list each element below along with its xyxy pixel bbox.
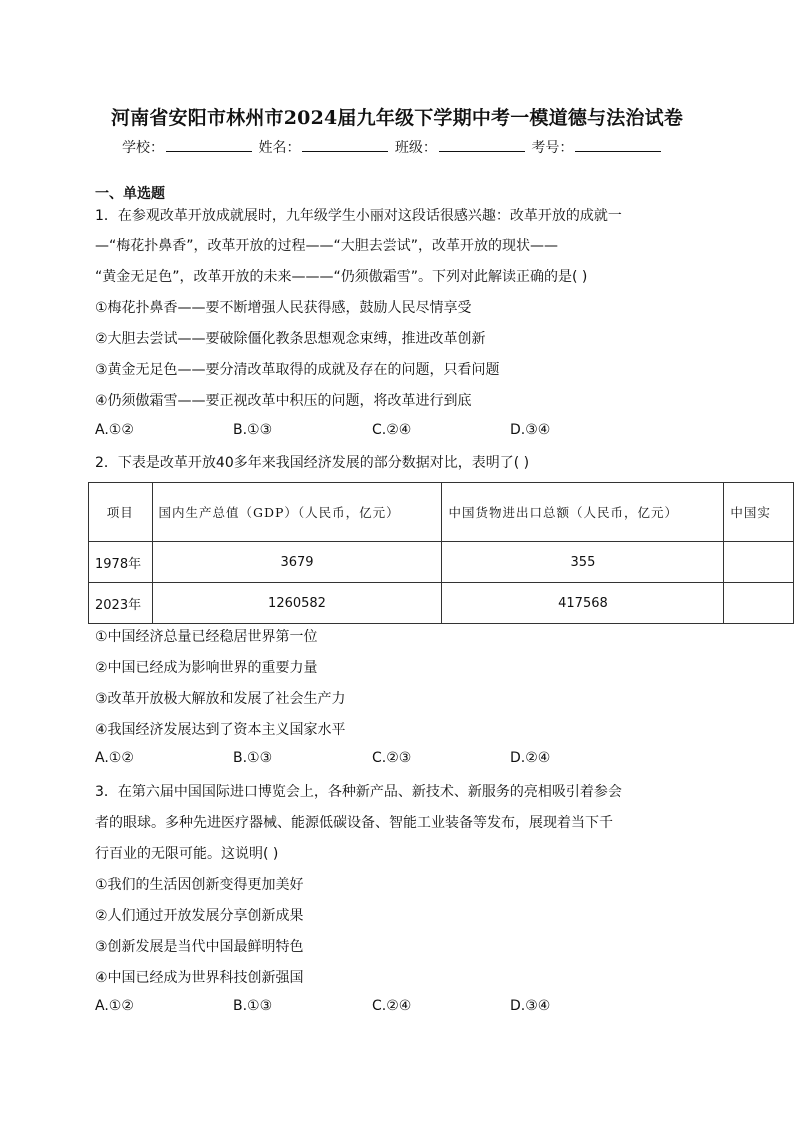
name-blank <box>302 139 388 152</box>
exam-number-label: 考号： <box>531 140 574 156</box>
table-cell <box>724 542 794 583</box>
table-header-cell: 中国货物进出口总额（人民币，亿元） <box>442 483 724 542</box>
question-3-line-1: 3．在第六届中国国际进口博览会上，各种新产品、新技术、新服务的亮相吸引着参会 <box>95 784 622 800</box>
question-1-statement-3: ③黄金无足色——要分清改革取得的成就及存在的问题，只看问题 <box>95 362 500 378</box>
table-header-cell: 项目 <box>89 483 153 542</box>
table-cell: 1978年 <box>89 542 153 583</box>
question-2-statement-4: ④我国经济发展达到了资本主义国家水平 <box>95 722 346 738</box>
class-label: 班级： <box>394 140 437 156</box>
question-2-option-a[interactable]: A.①② <box>95 750 134 766</box>
table-header-cell: 中国实 <box>724 483 794 542</box>
question-1-line-2: —“梅花扑鼻香”，改革开放的过程——“大胆去尝试”，改革开放的现状—— <box>95 238 559 254</box>
question-3-statement-4: ④中国已经成为世界科技创新强国 <box>95 970 304 986</box>
table-header-row <box>89 483 794 542</box>
question-2-statement-3: ③改革开放极大解放和发展了社会生产力 <box>95 691 346 707</box>
question-2-option-b[interactable]: B.①③ <box>233 750 273 766</box>
question-2-option-d[interactable]: D.②④ <box>510 750 551 766</box>
question-2-statement-1: ①中国经济总量已经稳居世界第一位 <box>95 629 318 645</box>
question-3-option-c[interactable]: C.②④ <box>372 998 412 1014</box>
question-1-line-1: 1．在参观改革开放成就展时，九年级学生小丽对这段话很感兴趣：改革开放的成就一 <box>95 208 622 224</box>
question-3-statement-1: ①我们的生活因创新变得更加美好 <box>95 877 304 893</box>
table-cell: 417568 <box>442 583 724 624</box>
table-cell: 355 <box>442 542 724 583</box>
question-3-option-a[interactable]: A.①② <box>95 998 134 1014</box>
question-1-line-3: “黄金无足色”，改革开放的未来———“仍须傲霜雪”。下列对此解读正确的是( ) <box>95 269 588 285</box>
question-1-statement-4: ④仍须傲霜雪——要正视改革中积压的问题，将改革进行到底 <box>95 393 472 409</box>
question-2-statement-2: ②中国已经成为影响世界的重要力量 <box>95 660 318 676</box>
question-1-option-b[interactable]: B.①③ <box>233 422 273 438</box>
question-2-option-c[interactable]: C.②③ <box>372 750 412 766</box>
table-cell: 2023年 <box>89 583 153 624</box>
table-cell: 3679 <box>152 542 442 583</box>
question-3-line-3: 行百业的无限可能。这说明( ) <box>95 846 279 862</box>
table-row <box>89 583 794 624</box>
question-1-statement-2: ②大胆去尝试——要破除僵化教条思想观念束缚，推进改革创新 <box>95 331 486 347</box>
question-1-option-c[interactable]: C.②④ <box>372 422 412 438</box>
question-2-line-1: 2．下表是改革开放40多年来我国经济发展的部分数据对比，表明了( ) <box>95 455 530 471</box>
school-label: 学校： <box>122 140 164 156</box>
question-3-option-d[interactable]: D.③④ <box>510 998 551 1014</box>
school-blank <box>166 139 252 152</box>
question-3-statement-2: ②人们通过开放发展分享创新成果 <box>95 908 304 924</box>
question-3-line-2: 者的眼球。多种先进医疗器械、能源低碳设备、智能工业装备等发布，展现着当下千 <box>95 815 613 831</box>
table-row <box>89 542 794 583</box>
economic-data-table <box>88 482 794 624</box>
question-3-statement-3: ③创新发展是当代中国最鲜明特色 <box>95 939 304 955</box>
student-info-row <box>122 137 663 157</box>
question-1-option-d[interactable]: D.③④ <box>510 422 551 438</box>
section-heading: 一、单选题 <box>95 186 165 202</box>
exam-number-blank <box>575 139 661 152</box>
table-cell: 1260582 <box>152 583 442 624</box>
table-cell <box>724 583 794 624</box>
question-3-option-b[interactable]: B.①③ <box>233 998 273 1014</box>
name-label: 姓名： <box>258 140 301 156</box>
question-1-option-a[interactable]: A.①② <box>95 422 134 438</box>
table-header-cell: 国内生产总值（GDP）（人民币，亿元） <box>152 483 442 542</box>
class-blank <box>439 139 525 152</box>
exam-title: 河南省安阳市林州市2024届九年级下学期中考一模道德与法治试卷 <box>110 107 684 129</box>
question-1-statement-1: ①梅花扑鼻香——要不断增强人民获得感，鼓励人民尽情享受 <box>95 300 472 316</box>
